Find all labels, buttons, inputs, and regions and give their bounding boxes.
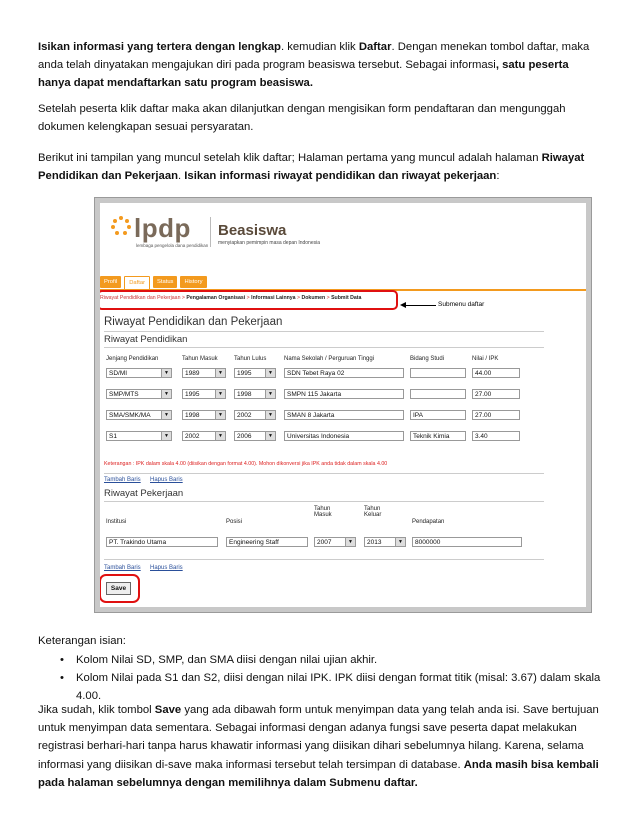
title-divider (104, 331, 544, 332)
callout-arrow-line (404, 305, 436, 306)
lpdp-logo-text: lpdp (134, 213, 191, 243)
chevron-down-icon: ▼ (395, 538, 405, 546)
work-header-pendapatan: Pendapatan (412, 519, 445, 525)
edu-header-jenjang: Jenjang Pendidikan (106, 356, 159, 362)
submenu-separator: > (325, 295, 330, 301)
submenu-item-dokumen[interactable]: Dokumen (301, 295, 326, 301)
edu-masuk-value: 2002 (185, 433, 200, 440)
work-header-posisi: Posisi (226, 519, 243, 525)
edu-lulus-select[interactable] (234, 431, 276, 441)
p3-text-2: . (178, 170, 185, 183)
submenu-highlight (100, 290, 398, 310)
edu-jenjang-select[interactable] (106, 410, 172, 420)
chevron-down-icon: ▼ (215, 390, 225, 398)
bullet-icon: • (60, 672, 64, 684)
edu-lulus-value: 1998 (237, 391, 252, 398)
intro-bold-1: Isikan informasi yang tertera dengan lengkap (38, 41, 281, 53)
edu-sekolah-input[interactable]: SDN Tebet Raya 02 (284, 368, 404, 378)
edu-masuk-select[interactable] (182, 368, 226, 378)
edu-masuk-value: 1989 (185, 370, 200, 377)
edu-bidang-input[interactable]: IPA (410, 410, 466, 420)
chevron-down-icon: ▼ (265, 432, 275, 440)
tab-history[interactable]: History (180, 276, 206, 288)
chevron-down-icon: ▼ (215, 411, 225, 419)
edu-jenjang-select[interactable] (106, 389, 172, 399)
submenu-separator: > (180, 295, 185, 301)
header-divider (210, 217, 211, 247)
edu-nilai-input[interactable]: 44.00 (472, 368, 520, 378)
chevron-down-icon: ▼ (161, 411, 171, 419)
chevron-down-icon: ▼ (161, 369, 171, 377)
chevron-down-icon: ▼ (265, 369, 275, 377)
intro-bold-3: , satu peserta hanya dapat mendaftarkan satu program beasiswa. (38, 59, 569, 90)
edu-masuk-select[interactable] (182, 431, 226, 441)
work-bottom-divider (104, 559, 544, 560)
p3-bold-2: Isikan informasi riwayat pendidikan dan riwayat pekerjaan (184, 170, 497, 183)
edu-jenjang-value: SMA/SMK/MA (109, 412, 151, 419)
p3-bold-1: Riwayat Pendidikan dan Pekerjaan (38, 152, 585, 183)
work-keluar-value: 2013 (367, 539, 382, 546)
edu-lulus-value: 1995 (237, 370, 252, 377)
callout-label: Submenu daftar (438, 301, 485, 308)
edu-sekolah-input[interactable]: Universitas Indonesia (284, 431, 404, 441)
edu-masuk-select[interactable] (182, 389, 226, 399)
chevron-down-icon: ▼ (161, 432, 171, 440)
intro-text-1: . kemudian klik (280, 41, 359, 53)
edu-jenjang-value: SMP/MTS (109, 391, 139, 398)
form-screenshot (94, 197, 592, 613)
edu-nilai-input[interactable]: 27.00 (472, 410, 520, 420)
work-header-keluar: Tahun Keluar (364, 506, 382, 518)
edu-jenjang-value: SD/MI (109, 370, 128, 377)
edu-section-title: Riwayat Pendidikan (104, 334, 188, 345)
outro-bold-save: Save (154, 704, 182, 716)
edu-bidang-input[interactable]: Teknik Kimia (410, 431, 466, 441)
page-title: Riwayat Pendidikan dan Pekerjaan (104, 316, 283, 328)
edu-sekolah-input[interactable]: SMAN 8 Jakarta (284, 410, 404, 420)
chevron-down-icon: ▼ (265, 411, 275, 419)
outro-bold-2: Anda masih bisa kembali pada halaman sebelumnya dengan memilihnya dalam Submenu daftar. (38, 758, 599, 789)
submenu-item-informasi[interactable]: Informasi Lainnya (251, 295, 296, 301)
edu-jenjang-select[interactable] (106, 368, 172, 378)
submenu-separator: > (245, 295, 250, 301)
work-header-masuk: Tahun Masuk (314, 506, 332, 518)
edu-lulus-value: 2002 (237, 412, 252, 419)
outro-text-2: yang ada dibawah form untuk menyimpan data yang telah anda isi. Save bertujuan untuk menyimpan data sementara. Sebagai informasi dengan adanya fungsi save peserta dapat melakukan registrasi berhari-hari tanpa harus khawatir informasi yang diisikan dihari sebelumnya hilang. Karena, selama informasi yang diisikan di-save maka informasi tersebut telah tersimpan di database. (38, 704, 599, 771)
edu-lulus-select[interactable] (234, 368, 276, 378)
lpdp-logo-subtitle: lembaga pengelola dana pendidikan (136, 243, 209, 248)
submenu-item-pengalaman[interactable]: Pengalaman Organisasi (186, 295, 246, 301)
intro-bold-daftar: Daftar (358, 41, 392, 53)
chevron-down-icon: ▼ (265, 390, 275, 398)
list-item (38, 669, 604, 705)
work-section-title: Riwayat Pekerjaan (104, 488, 184, 499)
note-divider (104, 473, 544, 474)
work-divider (104, 501, 544, 502)
intro-text-2: . Dengan menekan tombol daftar, maka anda telah dinyatakan mengajukan diri pada program beasiswa tersebut. Sebagai informasi (38, 41, 590, 72)
tab-daftar[interactable]: Daftar (124, 276, 150, 290)
edu-nilai-input[interactable]: 27.00 (472, 389, 520, 399)
edu-bidang-input[interactable] (410, 389, 466, 399)
edu-header-sekolah: Nama Sekolah / Perguruan Tinggi (284, 356, 375, 362)
work-keluar-select[interactable] (364, 537, 406, 547)
edu-masuk-select[interactable] (182, 410, 226, 420)
intro-paragraph-1 (38, 38, 604, 93)
tab-status[interactable]: Status (153, 276, 177, 288)
p3-text-3: : (496, 170, 500, 183)
bullet-icon: • (60, 654, 64, 666)
intro-paragraph-3 (38, 149, 604, 185)
edu-jenjang-value: S1 (109, 433, 117, 440)
edu-jenjang-select[interactable] (106, 431, 172, 441)
lpdp-logo-icon (110, 215, 132, 237)
edu-header-lulus: Tahun Lulus (234, 356, 267, 362)
edu-header-masuk: Tahun Masuk (182, 356, 218, 362)
brand-subtitle: menyiapkan pemimpin masa depan Indonesia (218, 240, 321, 246)
edu-sekolah-input[interactable]: SMPN 115 Jakarta (284, 389, 404, 399)
edu-lulus-select[interactable] (234, 410, 276, 420)
work-masuk-select[interactable] (314, 537, 356, 547)
outro-paragraph (38, 701, 604, 792)
brand-title: Beasiswa (218, 222, 287, 239)
edu-lulus-select[interactable] (234, 389, 276, 399)
edu-header-nilai: Nilai / IPK (472, 356, 499, 362)
add-row-link[interactable]: Tambah Baris (104, 477, 141, 483)
tab-profil[interactable]: Profil (100, 276, 121, 288)
work-posisi-input[interactable]: Engineering Staff (226, 537, 308, 547)
edu-lulus-value: 2006 (237, 433, 252, 440)
work-pendapatan-input[interactable]: 8000000 (412, 537, 522, 547)
edu-header-bidang: Bidang Studi (410, 356, 445, 362)
keterangan-list (38, 651, 604, 705)
edu-nilai-input[interactable]: 3.40 (472, 431, 520, 441)
keterangan-title: Keterangan isian: (38, 635, 126, 647)
submenu-item-submit[interactable]: Submit Data (331, 295, 362, 301)
submenu-separator: > (295, 295, 301, 301)
keterangan-item-1: Kolom Nilai SD, SMP, dan SMA diisi dengan nilai ujian akhir. (76, 654, 378, 666)
submenu-item-riwayat[interactable]: Riwayat Pendidikan dan Pekerjaan (100, 295, 181, 301)
intro-paragraph-2: Setelah peserta klik daftar maka akan dilanjutkan dengan mengisikan form pendaftaran dan mengunggah dokumen kelengkapan sesuai persyaratan. (38, 103, 566, 134)
delete-row-link[interactable]: Hapus Baris (150, 565, 183, 571)
form-screenshot-inner (100, 203, 586, 607)
add-row-link[interactable]: Tambah Baris (104, 565, 141, 571)
chevron-down-icon: ▼ (161, 390, 171, 398)
ipk-note: Keterangan : IPK dalam skala 4.00 (diisikan dengan format 4.00). Mohon dikonversi jika IPK anda tidak dalam skala 4.00 (104, 461, 388, 467)
work-masuk-value: 2007 (317, 539, 332, 546)
edu-masuk-value: 1995 (185, 391, 200, 398)
main-tabs (100, 276, 207, 290)
edu-bidang-input[interactable] (410, 368, 466, 378)
save-highlight (100, 574, 140, 603)
edu-masuk-value: 1998 (185, 412, 200, 419)
delete-row-link[interactable]: Hapus Baris (150, 477, 183, 483)
edu-divider (104, 347, 544, 348)
work-institusi-input[interactable]: PT. Trakindo Utama (106, 537, 218, 547)
p3-text-1: Berikut ini tampilan yang muncul setelah klik daftar; Halaman pertama yang muncul adalah halaman (38, 152, 542, 164)
chevron-down-icon: ▼ (345, 538, 355, 546)
chevron-down-icon: ▼ (215, 432, 225, 440)
outro-text-1: Jika sudah, klik tombol (38, 704, 155, 716)
work-header-institusi: Institusi (106, 519, 127, 525)
chevron-down-icon: ▼ (215, 369, 225, 377)
list-item (38, 651, 604, 669)
save-button[interactable]: Save (106, 582, 131, 595)
keterangan-item-2: Kolom Nilai pada S1 dan S2, diisi dengan nilai IPK. IPK diisi dengan format titik (misal: 3.67) dalam skala 4.00. (76, 672, 601, 702)
